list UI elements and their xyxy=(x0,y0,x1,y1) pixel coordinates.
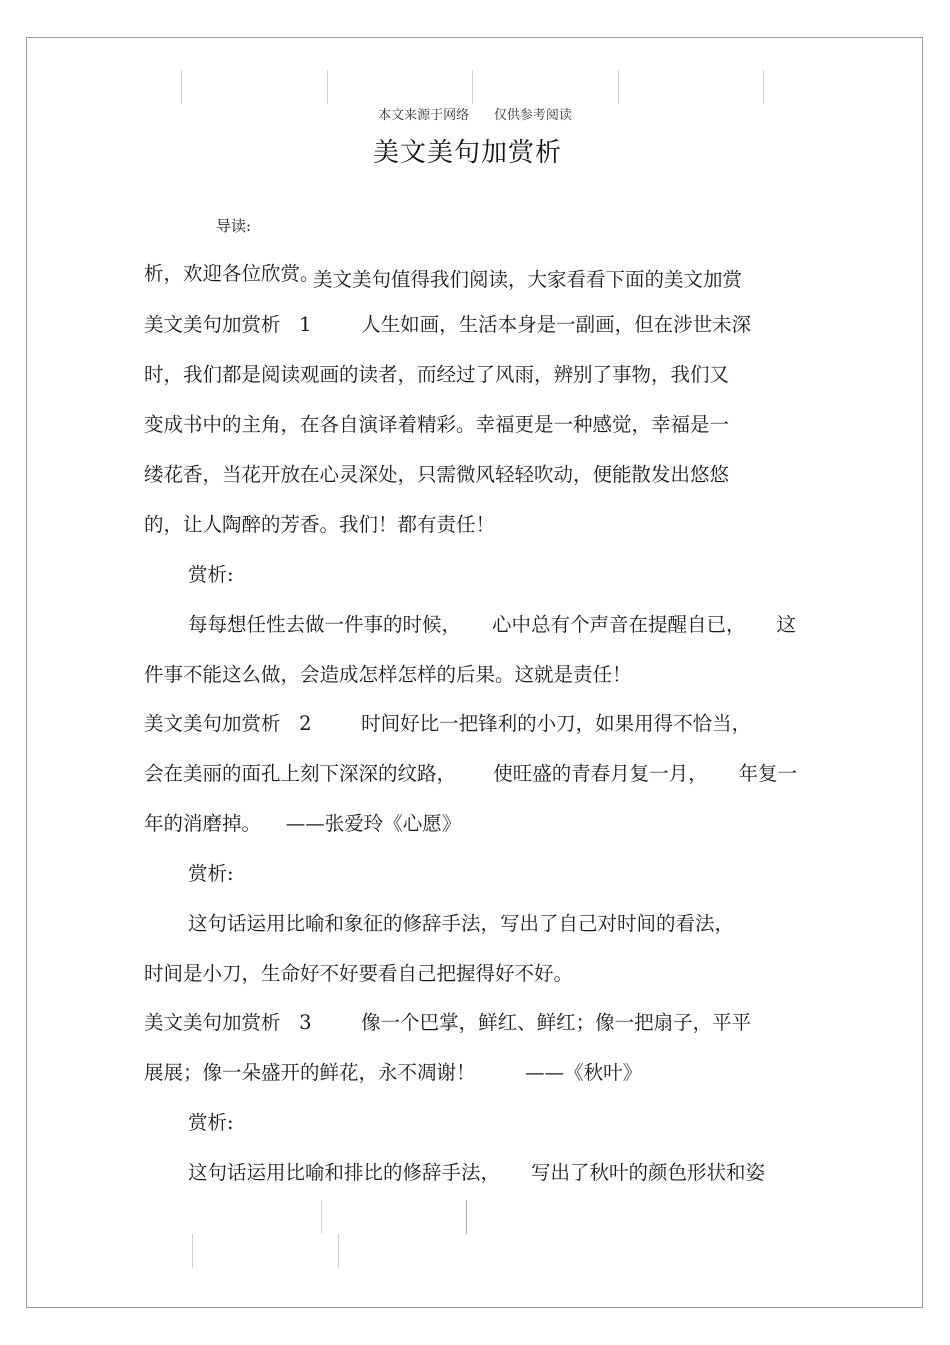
analysis-label: 赏析: xyxy=(188,1111,234,1134)
paragraph-line: 变成书中的主角，在各自演译着精彩。幸福更是一种感觉，幸福是一 xyxy=(144,413,730,436)
paragraph-line: 会在美丽的面孔上刻下深深的纹路， 使旺盛的青春月复一月， 年复一 xyxy=(144,762,798,785)
paragraph-line: 时间是小刀，生命好不好要看自己把握得好不好。 xyxy=(144,962,574,985)
paragraph-line: 每每想任性去做一件事的时候， 心中总有个声音在提醒自已， 这 xyxy=(188,613,796,636)
bottom-tick-2 xyxy=(466,1200,467,1234)
paragraph-line: 件事不能这么做，会造成怎样怎样的后果。这就是责任！ xyxy=(144,663,632,686)
bottom-tick-4 xyxy=(338,1234,339,1268)
intro-text: 美文美句值得我们阅读，大家看看下面的美文加赏 xyxy=(313,268,743,291)
section-heading-1: 美文美句加赏析 1 人生如画，生活本身是一副画，但在涉世未深 xyxy=(144,313,752,336)
top-tick-5 xyxy=(763,70,764,104)
section-heading-2: 美文美句加赏析 2 时间好比一把锋利的小刀，如果用得不恰当， xyxy=(144,712,752,735)
paragraph-line: 缕花香，当花开放在心灵深处，只需微风轻轻吹动，便能散发出悠悠 xyxy=(144,463,730,486)
analysis-label: 赏析: xyxy=(188,862,234,885)
bottom-tick-1 xyxy=(321,1200,322,1234)
source-note: 本文来源于网络 仅供参考阅读 xyxy=(378,108,572,123)
page-title: 美文美句加赏析 xyxy=(372,138,562,168)
paragraph-line: 时，我们都是阅读观画的读者，而经过了风雨，辨别了事物，我们又 xyxy=(144,363,730,386)
intro-label: 导读: xyxy=(216,217,252,235)
paragraph-line: 这句话运用比喻和排比的修辞手法， 写出了秋叶的颜色形状和姿 xyxy=(188,1161,765,1184)
paragraph-line: 这句话运用比喻和象征的修辞手法，写出了自己对时间的看法， xyxy=(188,912,735,935)
paragraph-line: 析，欢迎各位欣赏。 xyxy=(144,262,320,285)
top-tick-3 xyxy=(472,70,473,104)
analysis-label: 赏析: xyxy=(188,563,234,586)
section-heading-3: 美文美句加赏析 3 像一个巴掌，鲜红、鲜红；像一把扇子，平平 xyxy=(144,1011,752,1034)
top-tick-2 xyxy=(327,70,328,104)
bottom-tick-3 xyxy=(192,1234,193,1268)
paragraph-line: 的，让人陶醉的芳香。我们！都有责任！ xyxy=(144,513,496,536)
paragraph-line: 年的消磨掉。 ——张爱玲《心愿》 xyxy=(144,812,462,835)
paragraph-line: 展展；像一朵盛开的鲜花，永不凋谢！ ——《秋叶》 xyxy=(144,1061,643,1084)
top-tick-1 xyxy=(181,70,182,104)
top-tick-4 xyxy=(618,70,619,104)
